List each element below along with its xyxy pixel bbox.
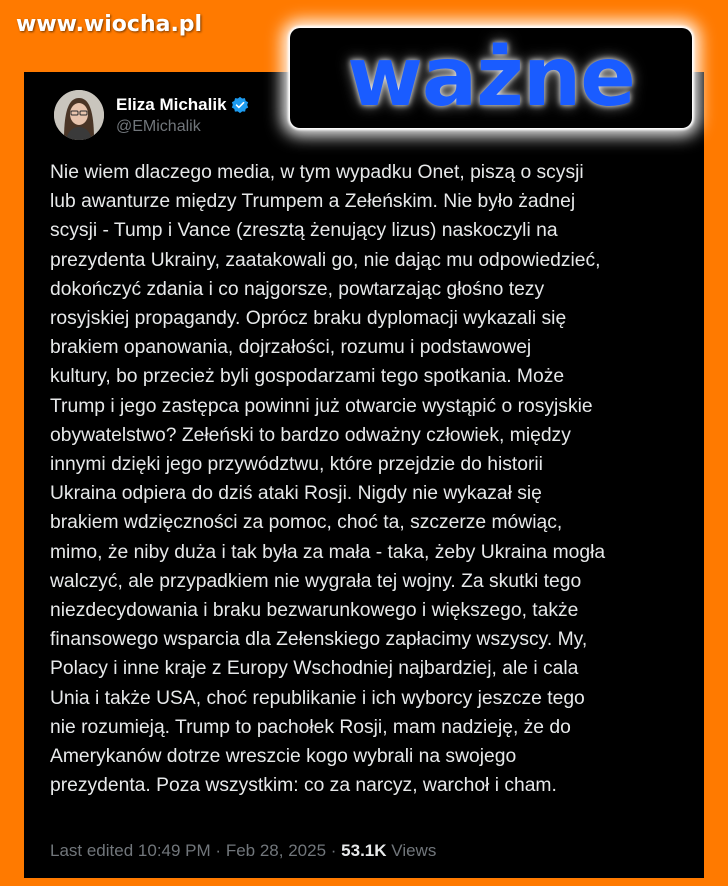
meta-separator: ·	[330, 841, 337, 860]
tweet-text-line: niezdecydowania i braku bezwarunkowego i większego, także	[50, 600, 579, 622]
author-display-name[interactable]: Eliza Michalik	[116, 94, 227, 114]
tweet-text-line: mimo, że niby duża i tak była za mała - taka, żeby Ukraina mogła	[50, 541, 606, 563]
tweet-text-line: lub awanturze między Trumpem a Zełeńskim. Nie było żadnej	[50, 191, 576, 213]
edited-label[interactable]: Last edited	[50, 841, 134, 860]
tweet-text-line: Unia i także USA, choć republikanie i ich wyborcy jeszcze tego	[50, 687, 585, 709]
tweet-text-line: Trump i jego zastępca powinni już otwarcie wystąpić o rosyjskie	[50, 395, 593, 417]
tweet-text-line: Polacy i inne kraje z Europy Wschodniej najbardziej, ale i cala	[50, 658, 579, 680]
tweet-text-line: brakiem opanowania, dojrzałości, rozumu i podstawowej	[50, 337, 532, 359]
tweet-text-line: kultury, bo przecież byli gospodarzami tego spotkania. Może	[50, 366, 565, 388]
tweet-meta	[50, 841, 436, 861]
tweet-text	[50, 158, 690, 800]
tweet-text-line: Nie wiem dlaczego media, w tym wypadku Onet, piszą o scysji	[50, 162, 584, 183]
tweet-time[interactable]: 10:49 PM	[137, 841, 211, 860]
wazne-tag-text: ważne	[347, 30, 635, 125]
tweet-text-line: innymi dzięki jego przywództwu, które przejdzie do historii	[50, 454, 543, 476]
tweet-text-line: Ukraina odpiera do dziś ataki Rosji. Nigdy nie wykazał się	[50, 483, 542, 505]
author-handle[interactable]: @EMichalik	[116, 117, 201, 135]
avatar[interactable]	[54, 90, 104, 140]
tweet-author[interactable]	[54, 90, 249, 140]
tweet-text-line: walczyć, ale przypadkiem nie wygrała tej wojny. Za skutki tego	[50, 570, 582, 592]
tweet-text-line: brakiem wdzięczności za pomoc, choć ta, szczerze mówiąc,	[50, 512, 563, 534]
tweet-text-line: Amerykanów dotrze wreszcie kogo wybrali na swojego	[50, 746, 517, 768]
tweet-text-line: rosyjskiej propagandy. Oprócz braku dyplomacji wykazali się	[50, 308, 567, 330]
wazne-tag	[290, 28, 692, 128]
tweet-text-line: prezydenta. Poza wszystkim: co za narcyz, warchoł i cham.	[50, 775, 557, 797]
verified-badge-icon	[231, 96, 249, 114]
tweet-card	[24, 72, 704, 878]
tweet-text-line: nie rozumieją. Trump to pachołek Rosji, mam nadzieję, że do	[50, 716, 571, 738]
tweet-text-line: dokończyć zdania i co najgorsze, powtarzając głośno tezy	[50, 278, 545, 300]
views-count[interactable]: 53.1K	[341, 841, 387, 860]
meta-separator: ·	[215, 841, 222, 860]
tweet-date[interactable]: Feb 28, 2025	[225, 841, 327, 860]
tweet-text-line: scysji - Tump i Vance (zresztą żenujący lizus) naskoczyli na	[50, 220, 558, 242]
tweet-text-line: prezydenta Ukrainy, zaatakowali go, nie dając mu odpowiedzieć,	[50, 249, 601, 271]
tweet-text-line: finansowego wsparcia dla Zełenskiego zapłacimy wszyscy. My,	[50, 629, 588, 651]
views-label: Views	[391, 841, 437, 860]
avatar-photo-icon	[54, 90, 104, 140]
site-watermark: www.wiocha.pl	[16, 12, 203, 37]
tweet-text-line: obywatelstwo? Zełeński to bardzo odważny człowiek, między	[50, 424, 571, 446]
